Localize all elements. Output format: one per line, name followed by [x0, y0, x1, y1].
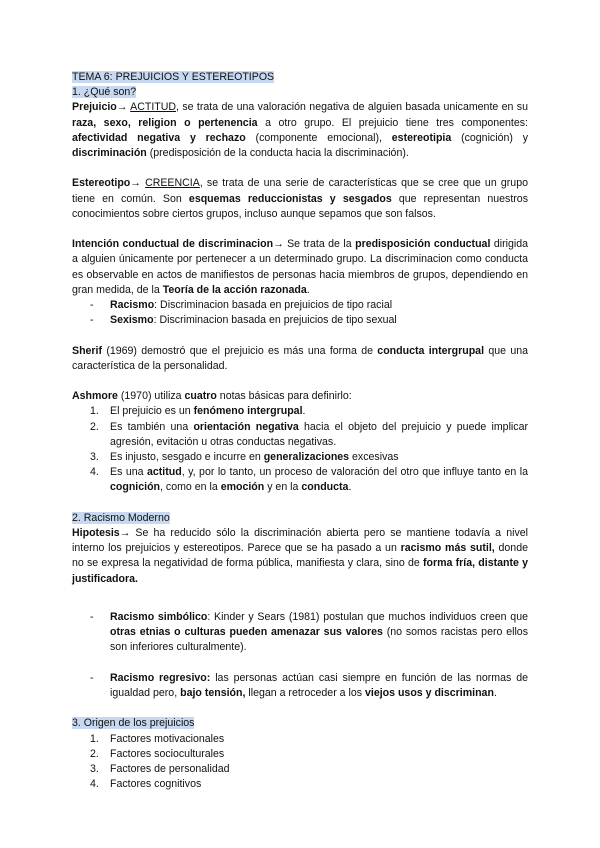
origen-list — [72, 732, 528, 793]
ashmore-paragraph: Ashmore (1970) utiliza cuatro notas básicas para definirlo: — [72, 390, 352, 403]
estereotipo-paragraph: Estereotipo→ CREENCIA, se trata de una serie de características que se cree que un grupo tiene en común. Son esquemas reduccionistas y sesgados que representan nuestros conocimientos sobre ciertos grupos, incluso aunque sepamos que son falsos. — [72, 177, 528, 220]
list-item: - Racismo regresivo: las personas actúan casi siempre en función de las normas de igualdad pero, bajo tensión, llegan a retroceder a los viejos usos y discriminan. — [90, 671, 528, 700]
list-item: 4. Factores cognitivos — [90, 778, 202, 791]
sherif-paragraph: Sherif (1969) demostró que el prejuicio es más una forma de conducta intergrupal que una característica de la personalidad. — [72, 344, 528, 372]
ashmore-list — [72, 404, 528, 495]
intencion-paragraph: Intención conductual de discriminacion→ Se trata de la predisposición conductual dirigida a alguien únicamente por pertenecer a un determinado grupo. La discriminacion como conducta es observable en actos de manifiestos de personas hacia miembros de grupos, dependiendo en gran medida, de la Teoría de la acción razonada. — [72, 238, 528, 296]
actitud-link[interactable]: ACTITUD — [130, 101, 177, 114]
list-item: 2. Es también una orientación negativa hacia el objeto del prejuicio y puede implicar agresión, evitación u otras conductas negativas. — [90, 420, 528, 448]
prejuicio-paragraph: Prejuicio→ ACTITUD, se trata de una valoración negativa de alguien basada unicamente en su raza, sexo, religion o pertenencia a otro grupo. El prejuicio tiene tres componentes: afectividad negativa y rechazo (componente emocional), estereotipia (cognición) y discriminación (predisposición de la conducta hacia la discriminación). — [72, 101, 528, 160]
spacer — [72, 496, 528, 511]
list-item: 3. Es injusto, sesgado e incurre en generalizaciones excesivas — [90, 451, 399, 464]
spacer — [72, 602, 528, 610]
racismo-regresivo-list — [72, 671, 528, 701]
list-item: - Racismo: Discriminacion basada en prejuicios de tipo racial — [90, 299, 393, 312]
list-item: 1. Factores motivacionales — [90, 732, 225, 745]
creencia-link[interactable]: CREENCIA — [145, 177, 200, 190]
spacer — [72, 222, 528, 237]
racismo-simbolico-list — [72, 610, 528, 656]
tema-heading: TEMA 6: PREJUICIOS Y ESTEREOTIPOS — [72, 71, 275, 83]
document-page — [72, 70, 528, 792]
hipotesis-paragraph: Hipotesis→ Se ha reducido sólo la discriminación abierta pero se mantiene todavía a nivel interno los prejuicios y estereotipos. Parece que se ha pasado a un racismo más sutil, donde no se expresa la negatividad de forma pública, manifiesta y clara, sino de forma fría, distante y justificadora. — [72, 527, 529, 585]
list-item: 2. Factores socioculturales — [90, 747, 225, 760]
spacer — [72, 161, 528, 176]
spacer — [72, 701, 528, 716]
spacer — [72, 587, 528, 602]
spacer — [72, 656, 528, 671]
list-item: - Sexismo: Discriminacion basada en prejuicios de tipo sexual — [90, 314, 397, 327]
section-2-heading: 2. Racismo Moderno — [72, 511, 170, 524]
list-item: 4. Es una actitud, y, por lo tanto, un proceso de valoración del otro que influye tanto en la cognición, como en la emoción y en la conducta. — [90, 466, 528, 494]
spacer — [72, 374, 528, 389]
section-1-heading: 1. ¿Qué son? — [72, 86, 137, 99]
list-item: 3. Factores de personalidad — [90, 763, 230, 776]
spacer — [72, 328, 528, 343]
list-item: - Racismo simbólico: Kinder y Sears (1981) postulan que muchos individuos creen que otras etnias o culturas pueden amenazar sus valores (no somos racistas pero ellos son inferiores culturalmente). — [90, 611, 528, 654]
list-item: 1. El prejuicio es un fenómeno intergrupal. — [90, 405, 306, 418]
section-3-heading: 3. Origen de los prejuicios — [72, 717, 195, 730]
discrimination-types-list — [72, 298, 528, 328]
